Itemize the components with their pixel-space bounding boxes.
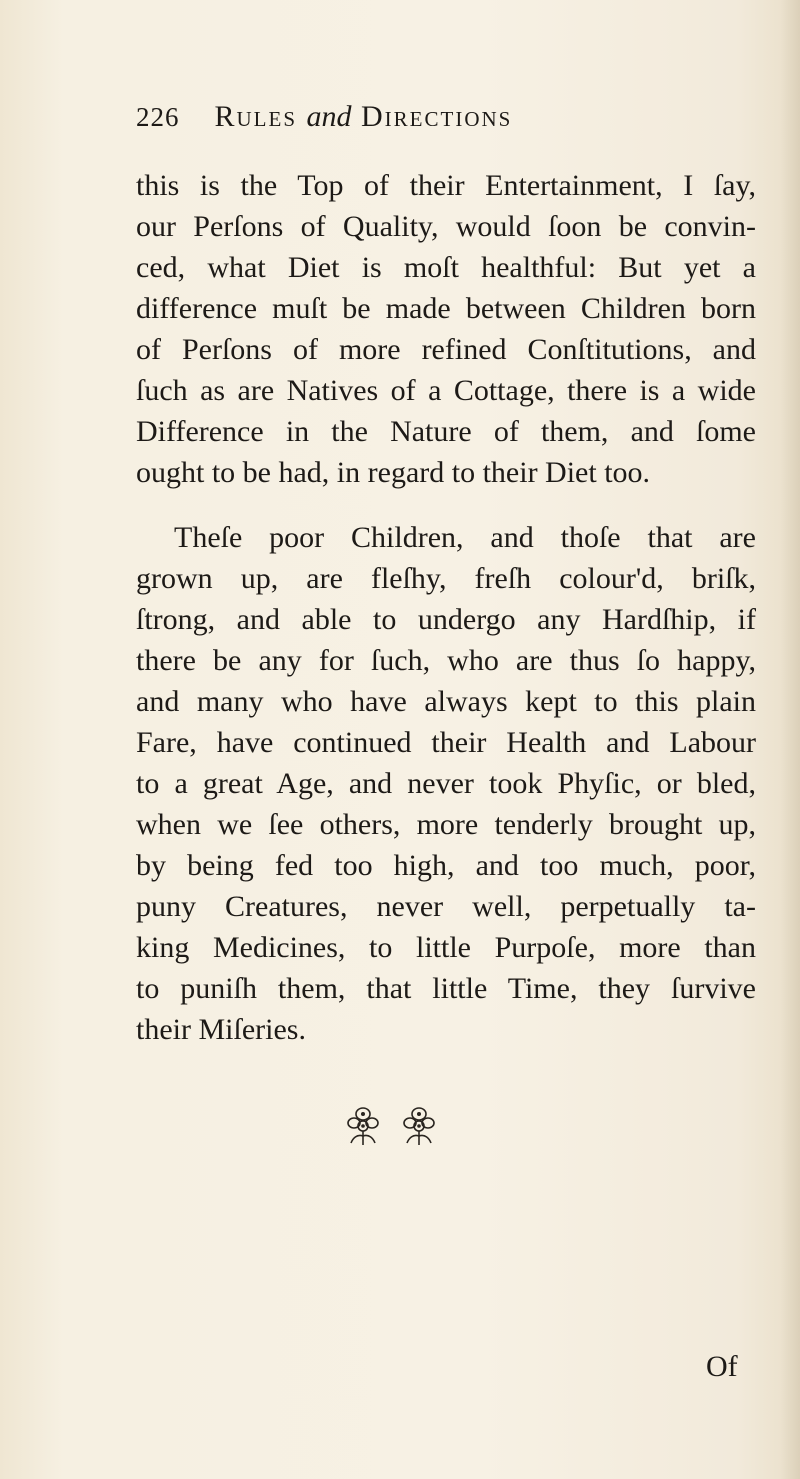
text-line: king Medicines, to little Purpoſe, more than xyxy=(136,931,756,964)
text-line: ſuch as are Natives of a Cottage, there is a wide xyxy=(136,374,756,407)
running-head xyxy=(136,100,736,150)
paragraph-gap xyxy=(136,493,756,517)
running-title-part2: Directions xyxy=(361,100,513,133)
text-line: this is the Top of their Entertainment, I ſay, xyxy=(136,169,756,202)
text-line: puny Creatures, never well, perpetually ta- xyxy=(136,890,756,923)
flower-ornament-icon xyxy=(402,1105,436,1147)
text-line: difference muſt be made between Children born xyxy=(136,292,756,325)
text-line: our Perſons of Quality, would ſoon be convin- xyxy=(136,210,756,243)
text-line: there be any for ſuch, who are thus ſo happy, xyxy=(136,644,756,677)
text-line: Difference in the Nature of them, and ſome xyxy=(136,415,756,448)
body-text xyxy=(136,165,756,1050)
text-line: Theſe poor Children, and thoſe that are xyxy=(174,521,756,554)
running-title-part1: Rules xyxy=(214,100,298,133)
text-line: when we ſee others, more tenderly brought up, xyxy=(136,808,756,841)
text-line: and many who have always kept to this plain xyxy=(136,685,756,718)
page-number: 226 xyxy=(136,102,180,132)
printer-ornament xyxy=(346,1105,456,1155)
text-line: grown up, are fleſhy, freſh colour'd, briſk, xyxy=(136,562,756,595)
text-line: ought to be had, in regard to their Diet too. xyxy=(136,456,651,489)
flower-ornament-icon xyxy=(346,1105,380,1147)
paragraph-1 xyxy=(136,165,756,493)
text-line: ſtrong, and able to undergo any Hardſhip, if xyxy=(136,603,756,636)
text-line: Fare, have continued their Health and Labour xyxy=(136,726,756,759)
page-edge-shadow xyxy=(780,0,800,1479)
text-line: of Perſons of more refined Conſtitutions, and xyxy=(136,333,756,366)
text-line: to a great Age, and never took Phyſic, or bled, xyxy=(136,767,756,800)
text-line: ced, what Diet is moſt healthful: But yet a xyxy=(136,251,756,284)
text-line: to puniſh them, that little Time, they ſurvive xyxy=(136,972,756,1005)
running-title-connector: and xyxy=(306,100,352,133)
running-title xyxy=(215,100,513,133)
text-line: their Miſeries. xyxy=(136,1013,306,1046)
catchword: Of xyxy=(706,1350,738,1383)
text-line: by being fed too high, and too much, poor, xyxy=(136,849,756,882)
paragraph-2 xyxy=(136,517,756,1050)
